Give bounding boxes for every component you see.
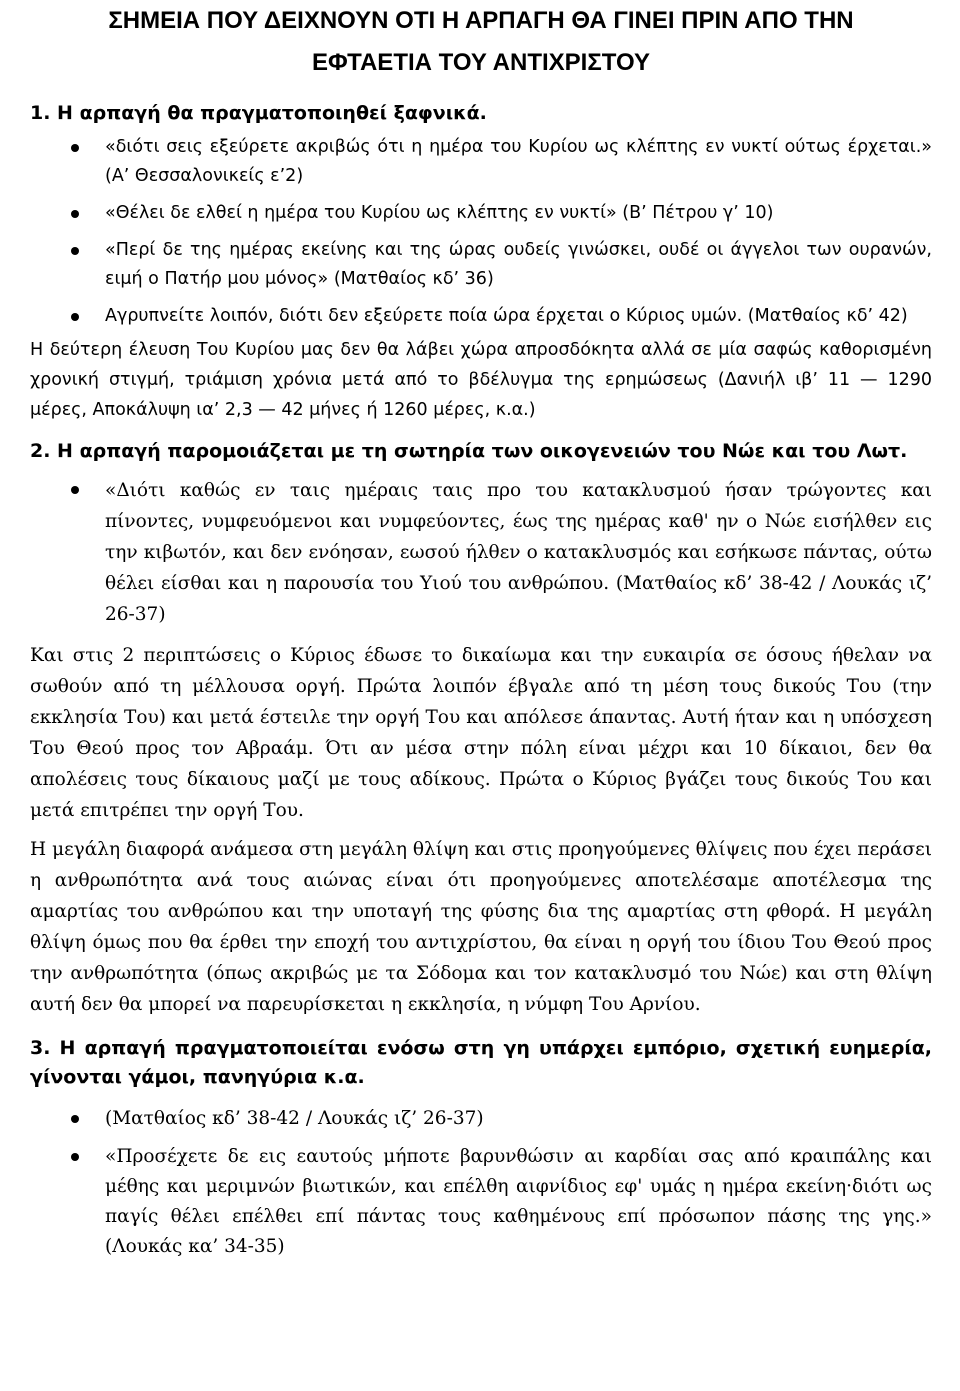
bullet-icon: [71, 313, 79, 321]
section-3-bullet-list: [30, 1104, 932, 1262]
section-1-paragraph: Η δεύτερη έλευση Του Κυρίου μας δεν θα λάβει χώρα απροσδόκητα αλλά σε μία σαφώς καθορισμένη χρονική στιγμή, τριάμιση χρόνια μετά από το βδέλυγμα της ερημώσεως (Δανιήλ ιβ’ 11 — 1290 μέρες, Αποκάλυψη ια’ 2,3 — 42 μήνες ή 1260 μέρες, κ.α.): [30, 340, 932, 420]
title-line-2: ΕΦΤΑΕΤΙΑ ΤΟΥ ΑΝΤΙΧΡΙΣΤΟΥ: [312, 49, 650, 76]
bullet-text: «Διότι καθώς εν ταις ημέραις ταις προ του κατακλυσμού ήσαν τρώγοντες και πίνοντες, νυμφευόμενοι και νυμφεύοντες, έως της ημέρας καθ' ην ο Νώε εισήλθεν εις την κιβωτόν, και δεν ενόησαν, εωσού ήλθεν ο κατακλυσμός και εσήκωσε πάντας, ούτω θέλει είσθαι και η παρουσία του Υιού του ανθρώπου. (Ματθαίος κδ’ 38-42 / Λουκάς ιζ’ 26-37): [105, 480, 932, 625]
bullet-icon: [71, 210, 79, 218]
list-item: [30, 236, 932, 294]
bullet-text: Αγρυπνείτε λοιπόν, διότι δεν εξεύρετε ποία ώρα έρχεται ο Κύριος υμών. (Ματθαίος κδ’ 42): [105, 306, 908, 326]
bullet-icon: [71, 247, 79, 255]
bullet-icon: [71, 144, 79, 152]
bullet-text: «Περί δε της ημέρας εκείνης και της ώρας ουδείς γινώσκει, ουδέ οι άγγελοι των ουρανών, ειμή ο Πατήρ μου μόνος» (Ματθαίος κδ’ 36): [105, 240, 932, 289]
section-3-heading: 3. Η αρπαγή πραγματοποιείται ενόσω στη γη υπάρχει εμπόριο, σχετική ευημερία, γίνονται γάμοι, πανηγύρια κ.α.: [30, 1037, 932, 1088]
document-title: [30, 0, 932, 84]
bullet-text: «Προσέχετε δε εις εαυτούς μήποτε βαρυνθώσιν αι καρδίαι σας από κραιπάλης και μέθης και μεριμνών βιωτικών, και επέλθη αιφνίδιος εφ' υμάς η ημέρα εκείνη·διότι ως παγίς θέλει επέλθει επί πάντας τους καθημένους επί πρόσωπον πάσης της γης.» (Λουκάς κα’ 34-35): [105, 1146, 932, 1257]
list-item: [30, 1104, 932, 1134]
bullet-icon: [71, 1115, 79, 1123]
list-item: [30, 199, 932, 228]
section-2-paragraph-2: Η μεγάλη διαφορά ανάμεσα στη μεγάλη θλίψη και στις προηγούμενες θλίψεις που έχει περάσει η ανθρωπότητα ανά τους αιώνας είναι ότι προηγούμενες αποτελέσαμε αποτέλεσμα της αμαρτίας του ανθρώπου και την υποταγή της φύσης δια της αμαρτίας στη φθορά. Η μεγάλη θλίψη όμως που θα έρθει την εποχή του αντιχρίστου, θα είναι η οργή του ίδιου Του Θεού προς την ανθρωπότητα (όπως ακριβώς με τα Σόδομα και τον κατακλυσμό του Νώε) και στη θλίψη αυτή δεν θα μπορεί να παρευρίσκεται η εκκλησία, η νύμφη Του Αρνίου.: [30, 839, 932, 1015]
list-item: [30, 302, 932, 331]
list-item: [30, 133, 932, 191]
bullet-text: «Θέλει δε ελθεί η ημέρα του Κυρίου ως κλέπτης εν νυκτί» (Β’ Πέτρου γ’ 10): [105, 203, 774, 223]
bullet-icon: [71, 1153, 79, 1161]
section-1-heading: 1. Η αρπαγή θα πραγματοποιηθεί ξαφνικά.: [30, 102, 487, 124]
bullet-text: (Ματθαίος κδ’ 38-42 / Λουκάς ιζ’ 26-37): [105, 1108, 484, 1129]
section-1-bullet-list: [30, 133, 932, 331]
list-item: [30, 1142, 932, 1262]
section-2-bullet-list: [30, 475, 932, 630]
section-2-heading: 2. Η αρπαγή παρομοιάζεται με τη σωτηρία των οικογενειών του Νώε και του Λωτ.: [30, 440, 908, 462]
bullet-text: «διότι σεις εξεύρετε ακριβώς ότι η ημέρα του Κυρίου ως κλέπτης εν νυκτί ούτως έρχεται.» (Α’ Θεσσαλονικείς ε’2): [105, 137, 932, 186]
section-2-paragraph-1: Και στις 2 περιπτώσεις ο Κύριος έδωσε το δικαίωμα και την ευκαιρία σε όσους ήθελαν να σωθούν από τη μέλλουσα οργή. Πρώτα λοιπόν έβγαλε από τη μέση τους δικούς Του (την εκκλησία Του) και μετά έστειλε την οργή Του και απόλεσε άπαντας. Αυτή ήταν και η υπόσχεση Του Θεού προς τον Αβραάμ. Ότι αν μέσα στην πόλη είναι μέχρι και 10 δίκαιοι, δεν θα απολέσεις τους δίκαιους μαζί με τους αδίκους. Πρώτα ο Κύριος βγάζει τους δικούς Του και μετά επιτρέπει την οργή Του.: [30, 645, 932, 821]
list-item: [30, 475, 932, 630]
bullet-icon: [71, 486, 79, 494]
title-line-1: ΣΗΜΕΙΑ ΠΟΥ ΔΕΙΧΝΟΥΝ ΟΤΙ Η ΑΡΠΑΓΗ ΘΑ ΓΙΝΕΙ ΠΡΙΝ ΑΠΟ ΤΗΝ: [108, 7, 854, 34]
